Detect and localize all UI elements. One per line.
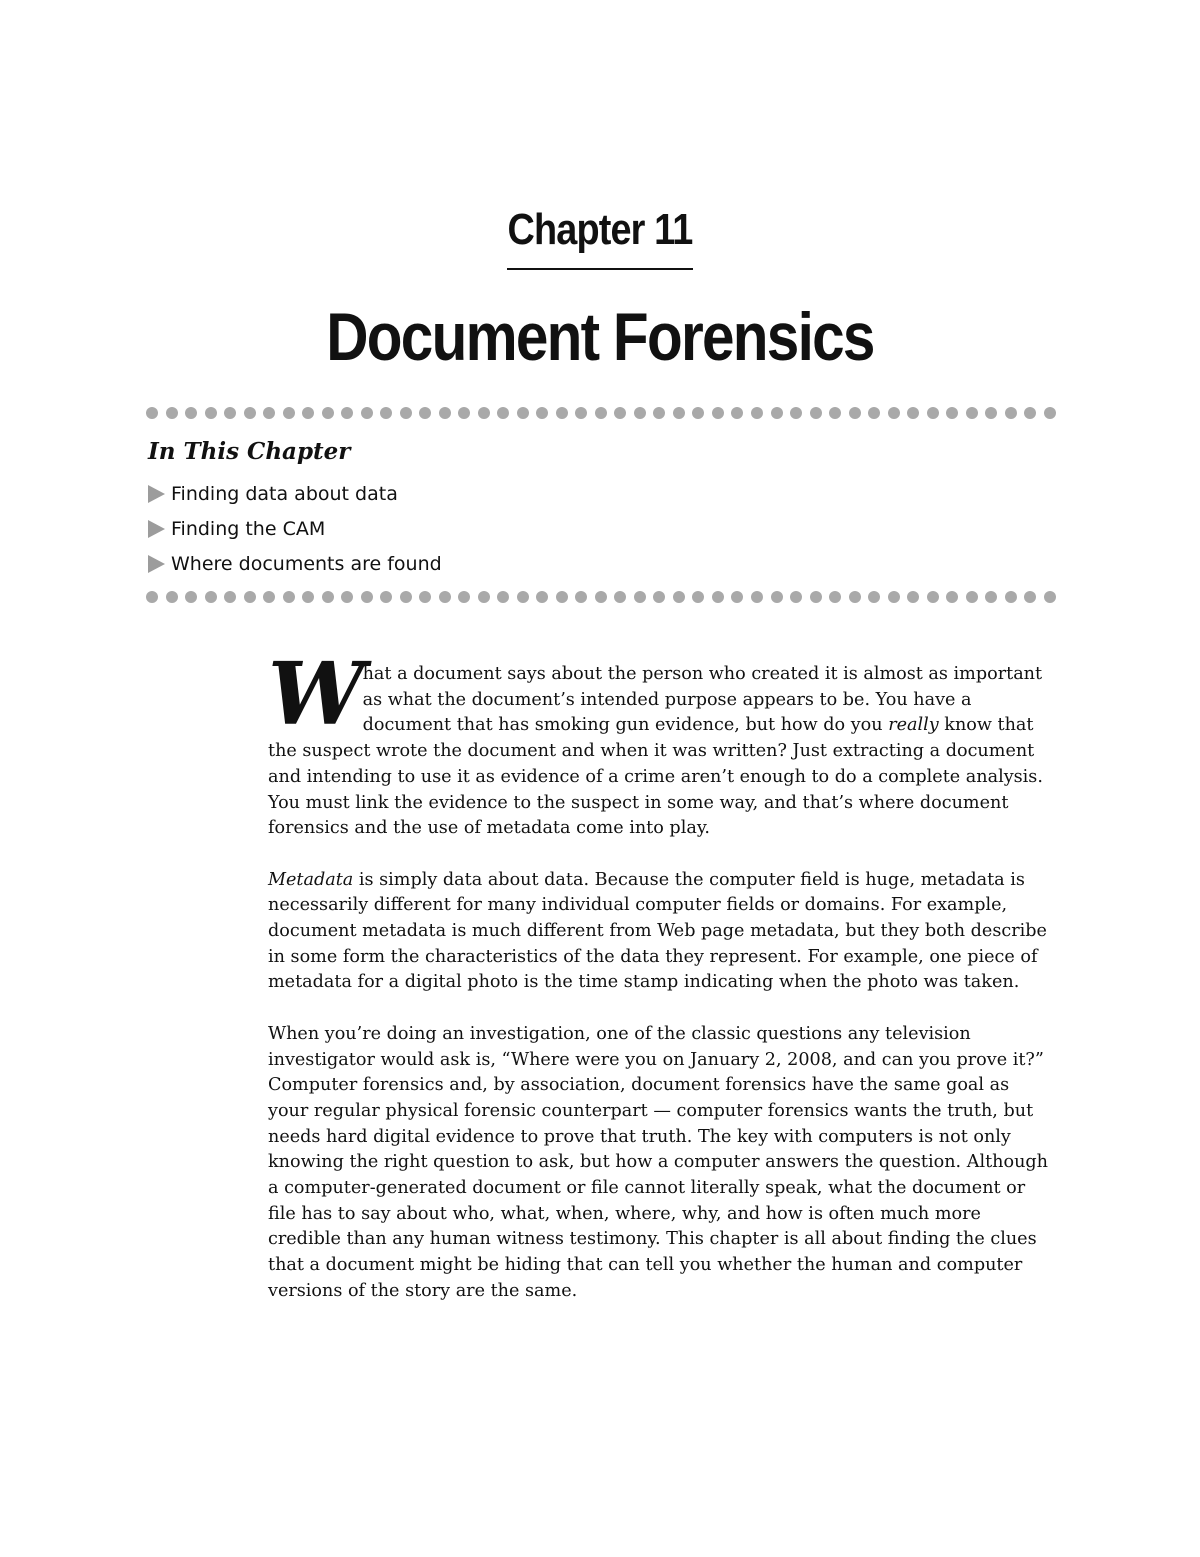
divider-dot <box>751 407 763 419</box>
divider-dot <box>790 591 802 603</box>
triangle-bullet-icon <box>148 520 165 538</box>
divider-dot <box>985 407 997 419</box>
divider-dot <box>907 407 919 419</box>
divider-dot <box>966 407 978 419</box>
divider-dot <box>575 591 587 603</box>
list-item <box>148 476 442 511</box>
divider-dot <box>400 591 412 603</box>
divider-dot <box>829 591 841 603</box>
divider-dot <box>322 591 334 603</box>
divider-dot <box>146 591 158 603</box>
divider-dot <box>322 407 334 419</box>
divider-dot <box>849 591 861 603</box>
triangle-bullet-icon <box>148 555 165 573</box>
divider-dot <box>692 591 704 603</box>
divider-dot <box>166 591 178 603</box>
divider-dot <box>653 591 665 603</box>
dotted-divider-bottom <box>146 590 1056 604</box>
divider-dot <box>341 407 353 419</box>
divider-dot <box>1024 407 1036 419</box>
divider-dot <box>283 407 295 419</box>
divider-dot <box>751 591 763 603</box>
divider-dot <box>1024 591 1036 603</box>
divider-dot <box>985 591 997 603</box>
divider-dot <box>907 591 919 603</box>
divider-dot <box>244 591 256 603</box>
divider-dot <box>478 591 490 603</box>
divider-dot <box>380 407 392 419</box>
divider-dot <box>712 407 724 419</box>
divider-dot <box>771 407 783 419</box>
emphasis: really <box>888 715 939 736</box>
divider-dot <box>302 591 314 603</box>
in-this-chapter-heading: In This Chapter <box>148 438 351 465</box>
chapter-topics-list <box>148 476 442 581</box>
divider-dot <box>614 407 626 419</box>
divider-dot <box>146 407 158 419</box>
divider-dot <box>712 591 724 603</box>
divider-dot <box>517 407 529 419</box>
divider-dot <box>185 591 197 603</box>
divider-dot <box>185 407 197 419</box>
paragraph-text: is simply data about data. Because the computer field is huge, metadata is necessarily different for many individual computer fields or domains. For example, document metadata is much different from Web page metadata, but they both describe in some form the characteristics of the data they represent. For example, one piece of metadata for a digital photo is the time stamp indicating when the photo was taken. <box>268 869 1047 993</box>
chapter-title: Document Forensics <box>326 299 874 375</box>
divider-dot <box>205 407 217 419</box>
paragraph-text: know that the suspect wrote the document and when it was written? Just extracting a document and intending to use it as evidence of a crime aren’t enough to do a complete analysis. You must link the evidence to the suspect in some way, and that’s where document forensics and the use of metadata come into play. <box>268 715 1043 839</box>
divider-dot <box>1044 591 1056 603</box>
divider-dot <box>575 407 587 419</box>
divider-dot <box>166 407 178 419</box>
paragraph-metadata <box>268 868 1052 997</box>
divider-dot <box>1044 407 1056 419</box>
divider-dot <box>653 407 665 419</box>
divider-dot <box>361 407 373 419</box>
divider-dot <box>400 407 412 419</box>
divider-dot <box>888 407 900 419</box>
divider-dot <box>283 591 295 603</box>
divider-dot <box>361 591 373 603</box>
divider-dot <box>517 591 529 603</box>
divider-dot <box>829 407 841 419</box>
divider-dot <box>556 407 568 419</box>
divider-dot <box>634 407 646 419</box>
divider-dot <box>614 591 626 603</box>
divider-dot <box>341 591 353 603</box>
divider-dot <box>244 407 256 419</box>
divider-dot <box>810 591 822 603</box>
chapter-underline <box>507 268 693 270</box>
divider-dot <box>536 591 548 603</box>
divider-dot <box>458 407 470 419</box>
divider-dot <box>419 407 431 419</box>
divider-dot <box>771 591 783 603</box>
list-item <box>148 546 442 581</box>
divider-dot <box>595 407 607 419</box>
paragraph-intro <box>268 644 1052 842</box>
divider-dot <box>888 591 900 603</box>
topic-label: Where documents are found <box>171 552 442 575</box>
divider-dot <box>946 407 958 419</box>
paragraph-text: hat a document says about the person who created it is almost as important as what the document’s intended purpose appears to be. You have a document that has smoking gun evidence, but how do you <box>362 664 1043 736</box>
topic-label: Finding the CAM <box>171 517 326 540</box>
divider-dot <box>497 407 509 419</box>
divider-dot <box>673 407 685 419</box>
divider-dot <box>224 407 236 419</box>
paragraph-investigation: When you’re doing an investigation, one of the classic questions any television investigator would ask is, “Where were you on January 2, 2008, and can you prove it?” Computer forensics and, by association, document forensics have the same goal as your regular physical forensic counterpart — computer forensics wants the truth, but needs hard digital evidence to prove that truth. The key with computers is not only knowing the right question to ask, but how a computer answers the question. Although a computer-generated document or file cannot literally speak, what the document or file has to say about who, what, when, where, why, and how is often much more credible than any human witness testimony. This chapter is all about finding the clues that a document might be hiding that can tell you whether the human and computer versions of the story are the same. <box>268 1023 1048 1301</box>
divider-dot <box>692 407 704 419</box>
divider-dot <box>419 591 431 603</box>
divider-dot <box>868 591 880 603</box>
divider-dot <box>790 407 802 419</box>
divider-dot <box>927 407 939 419</box>
triangle-bullet-icon <box>148 485 165 503</box>
divider-dot <box>458 591 470 603</box>
divider-dot <box>966 591 978 603</box>
divider-dot <box>810 407 822 419</box>
list-item <box>148 511 442 546</box>
divider-dot <box>595 591 607 603</box>
divider-dot <box>731 591 743 603</box>
divider-dot <box>263 591 275 603</box>
divider-dot <box>556 591 568 603</box>
divider-dot <box>205 591 217 603</box>
divider-dot <box>849 407 861 419</box>
divider-dot <box>673 591 685 603</box>
divider-dot <box>439 591 451 603</box>
topic-label: Finding data about data <box>171 482 398 505</box>
divider-dot <box>731 407 743 419</box>
divider-dot <box>927 591 939 603</box>
divider-dot <box>1005 407 1017 419</box>
emphasis: Metadata <box>268 869 354 890</box>
divider-dot <box>946 591 958 603</box>
divider-dot <box>439 407 451 419</box>
divider-dot <box>302 407 314 419</box>
drop-cap: W <box>268 644 361 745</box>
divider-dot <box>634 591 646 603</box>
chapter-number: Chapter 11 <box>507 205 693 254</box>
divider-dot <box>497 591 509 603</box>
divider-dot <box>536 407 548 419</box>
divider-dot <box>224 591 236 603</box>
divider-dot <box>478 407 490 419</box>
divider-dot <box>868 407 880 419</box>
chapter-body <box>268 644 1052 1330</box>
dotted-divider-top <box>146 406 1056 420</box>
divider-dot <box>1005 591 1017 603</box>
divider-dot <box>263 407 275 419</box>
divider-dot <box>380 591 392 603</box>
